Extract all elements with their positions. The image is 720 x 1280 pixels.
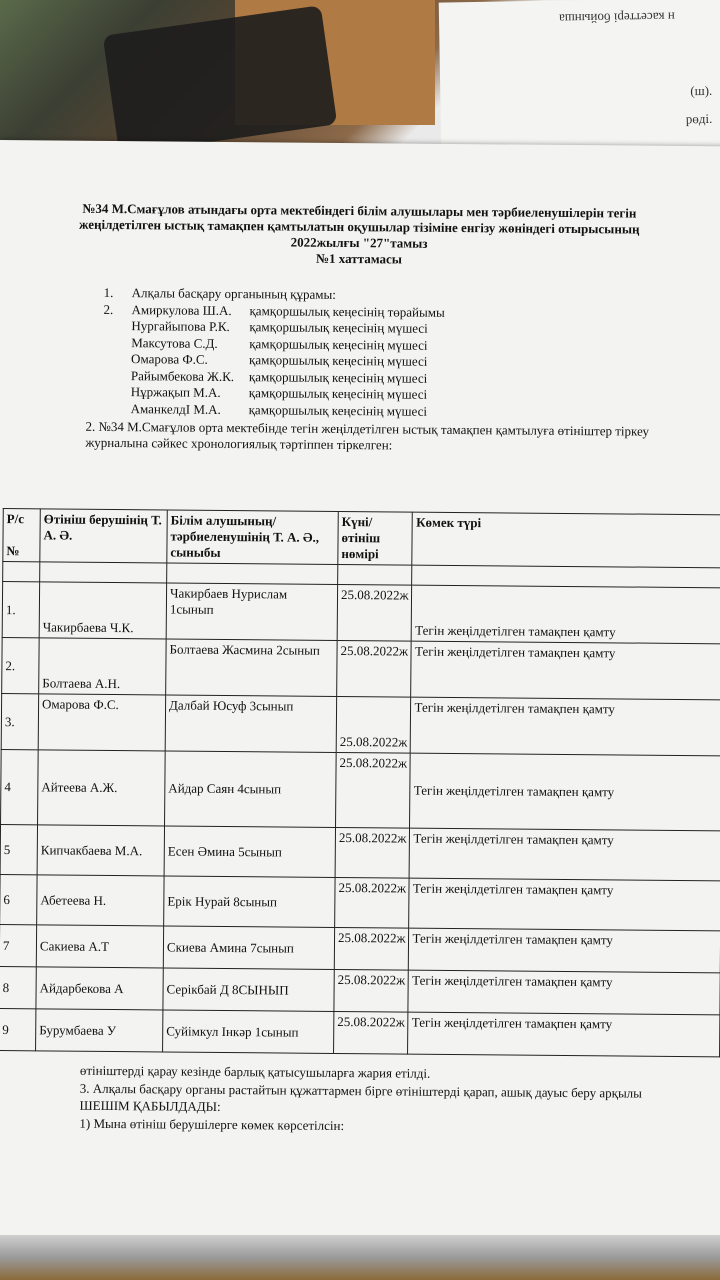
background-paper	[439, 0, 720, 153]
back-paper-line: (ш).	[690, 82, 713, 99]
section-2-text: 2. №34 М.Смағұлов орта мектебінде тегін жеңілдетілген ыстық тамақпен қамтылуға өтініштер тіркеу журналына сәйкес хронологиялық тәртіппен тіркелген:	[85, 418, 650, 453]
background-bottom-edge	[0, 1235, 720, 1280]
col-header-date: Күні/өтініш нөмірі	[338, 511, 413, 565]
table-row: 9 Бурумбаева У Суйімкул Інкәр 1сынып 25.08.2022ж Тегін жеңілдетілген тамақпен қамту	[0, 1009, 720, 1057]
document-body	[0, 200, 719, 1134]
table-row: 4 Айтеева А.Ж. Айдар Саян 4сынып 25.08.2022ж Тегін жеңілдетілген тамақпен қамту	[1, 750, 720, 831]
list-item: 2. Амиркулова Ш.А. қамқоршылық кеңесінің төрайымы	[103, 301, 445, 320]
closing-line-2: 3. Алқалы басқару органы растайтын құжаттармен бірге өтініштерді қарап, ашық дауыс беру арқылы	[79, 1080, 643, 1101]
list-item: Омарова Ф.С. қамқоршылық кеңесінің мүшесі	[131, 351, 428, 369]
col-header-student: Білім алушының/тәрбиеленушінің Т. А. Ә., сыныбы	[167, 510, 338, 564]
col-header-aid: Көмек түрі	[412, 512, 720, 568]
back-paper-line: рөді.	[685, 110, 713, 127]
table-row: 3. Омарова Ф.С. Далбай Юсуф 3сынып 25.08.2022ж Тегін жеңілдетілген тамақпен қамту	[1, 694, 720, 756]
table-row: 5 Кипчакбаева М.А. Есен Әмина 5сынып 25.08.2022ж Тегін жеңілдетілген тамақпен қамту	[0, 825, 720, 881]
closing-line-3: 1) Мына өтініш берушілерге көмек көрсетілсін:	[79, 1115, 345, 1134]
table-row: 7 Сакиева А.Т Скиева Амина 7сынып 25.08.2022ж Тегін жеңілдетілген тамақпен қамту	[0, 925, 720, 973]
back-paper-line: н касеттері бойынша	[558, 9, 675, 27]
members-list	[103, 285, 664, 422]
list-item: Нұржақып М.А. қамқоршылық кеңесінің мүшесі	[130, 384, 428, 402]
title-line: №34 М.Смағұлов атындағы орта мектебіндегі білім алушылары мен тәрбиеленушілерін тегін	[82, 200, 637, 221]
closing-line-1: өтініштерді қарау кезінде барлық қатысушыларға жария етілді.	[79, 1062, 431, 1081]
table-row: 8 Айдарбекова А Серікбай Д 8СЫНЫП 25.08.2022ж Тегін жеңілдетілген тамақпен қамту	[0, 967, 720, 1015]
document-title	[0, 200, 719, 270]
title-date: 2022жылғы "27"тамыз	[290, 234, 428, 251]
list-item: Нургайыпова Р.К. қамқоршылық кеңесінің мүшесі	[131, 318, 428, 336]
protocol-number: №1 хаттамасы	[315, 250, 402, 267]
table-header-row	[3, 509, 720, 568]
list-item: Максутова С.Д. қамқоршылық кеңесінің мүшесі	[131, 334, 428, 353]
list-item: Райымбекова Ж.К. қамқоршылық кеңесінің мүшесі	[130, 367, 428, 386]
table-row: 6 Абетеева Н. Ерік Нурай 8сынып 25.08.2022ж Тегін жеңілдетілген тамақпен қамту	[0, 875, 720, 931]
decision-heading: ШЕШІМ ҚАБЫЛДАДЫ:	[79, 1097, 221, 1114]
document-sheet	[0, 140, 720, 1246]
list-item: АманкелдІ М.А. қамқоршылық кеңесінің мүшесі	[130, 400, 428, 419]
title-line: жеңілдетілген ыстық тамақпен қамтылатын оқушылар тізіміне енгізу жөніндегі отырысының	[78, 216, 640, 237]
col-header-num: Р/с №	[3, 509, 40, 562]
list-item: 1. Алқалы басқару органының құрамы:	[103, 284, 336, 302]
table-row: 2. Болтаева А.Н. Болтаева Жасмина 2сынып 25.08.2022ж Тегін жеңілдетілген тамақпен қамту	[2, 638, 720, 700]
table-row: 1. Чакирбаева Ч.К. Чакирбаев Нурислам 1сынып 25.08.2022ж Тегін жеңілдетілген тамақпен қамту	[2, 582, 720, 644]
col-header-applicant: Өтініш берушінің Т. А. Ә.	[40, 509, 167, 563]
applications-table	[0, 508, 720, 1057]
